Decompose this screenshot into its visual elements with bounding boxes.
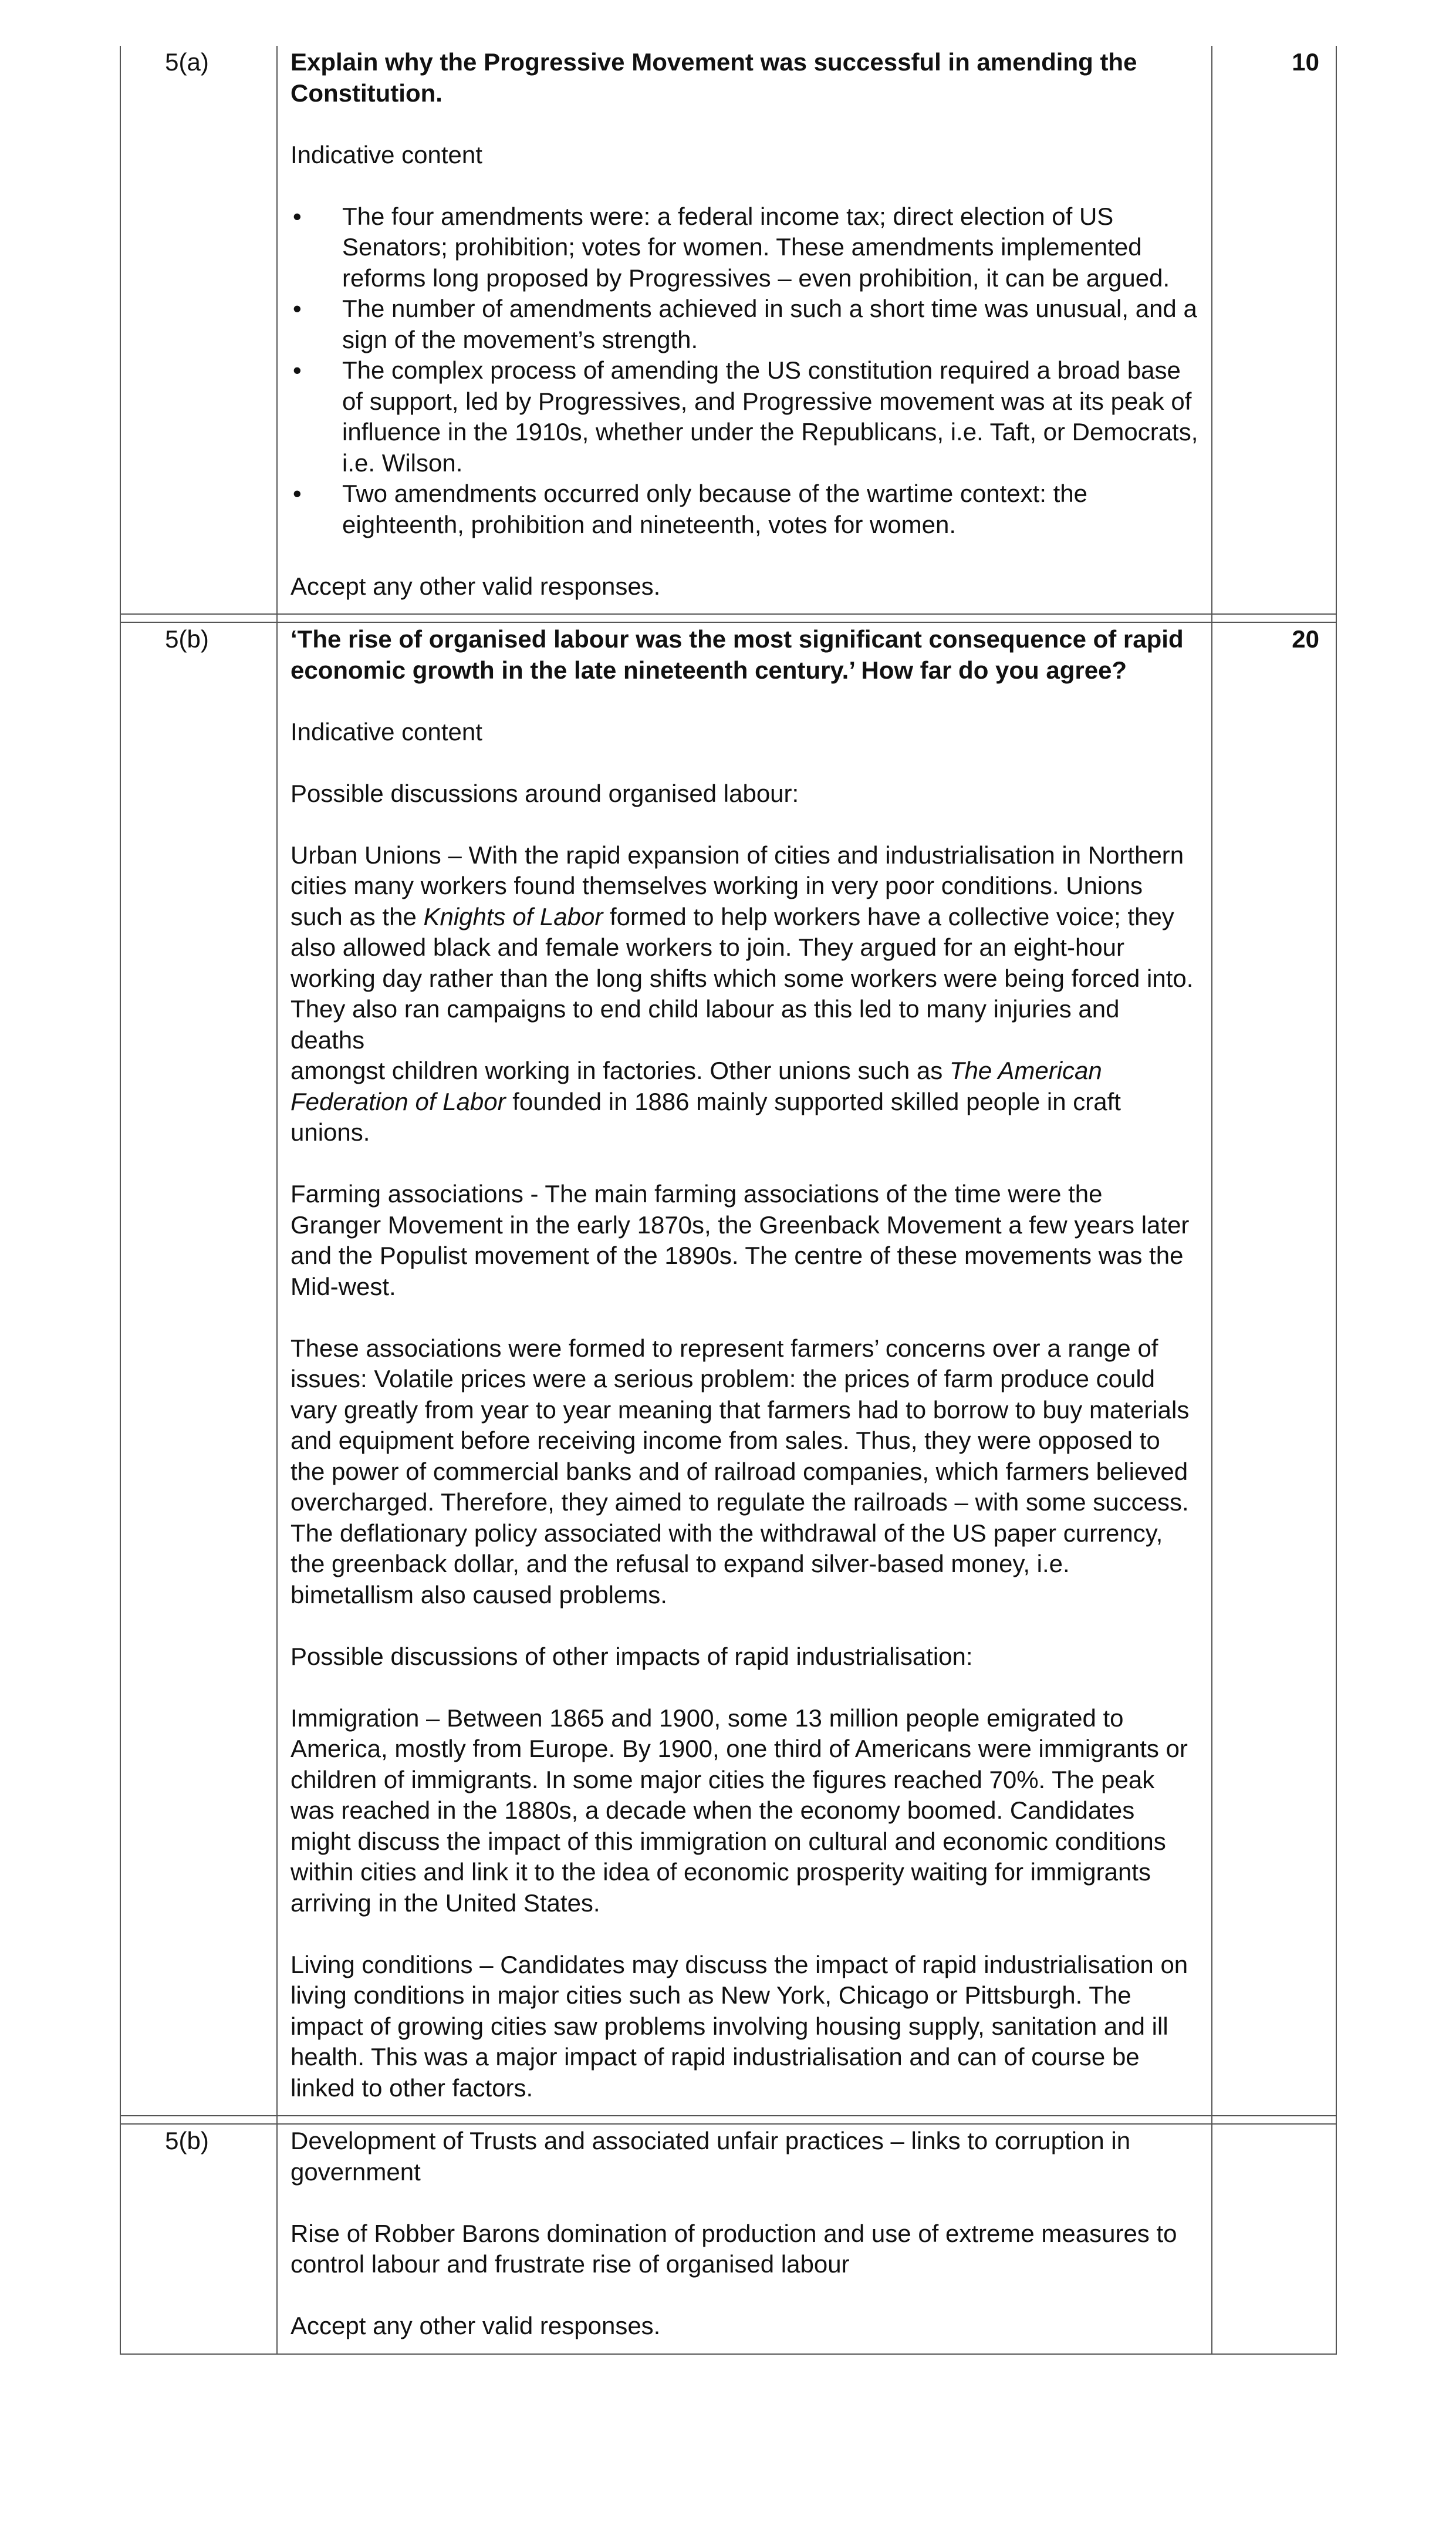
question-row-5a (121, 46, 1336, 613)
robber-barons-paragraph: Rise of Robber Barons domination of production and use of extreme measures to control labour and frustrate rise of organised labour (290, 2219, 1177, 2278)
mark-scheme-table (120, 46, 1337, 2355)
afl-term: The American Federation of Labor (290, 1057, 1102, 1115)
knights-of-labor-term: Knights of Labor (423, 902, 603, 930)
indicative-content-heading: Indicative content (290, 140, 482, 168)
question-number: 5(b) (121, 2125, 278, 2353)
living-conditions-paragraph: Living conditions – Candidates may discuss the impact of rapid industrialisation on living conditions in major cities such as New York, Chicago or Pittsburgh. The impact of growing cities saw problems involving housing supply, sanitation and ill health. This was a major impact of rapid industrialisation and can of course be linked to other factors. (290, 1950, 1188, 2102)
associations-paragraph: These associations were formed to represent farmers’ concerns over a range of issues: Volatile prices were a serious problem: the prices of farm produce could vary greatly from year to year meaning that farmers had to borrow to buy materials and equipment before receiving income from sales. Thus, they were opposed to the power of commercial banks and of railroad companies, which farmers believed overcharged. Therefore, they aimed to regulate the railroads – with some success. The deflationary policy associated with the withdrawal of the US paper currency, the greenback dollar, and the refusal to expand silver-based money, i.e. bimetallism also caused problems. (290, 1334, 1190, 1609)
question-row-5b (121, 623, 1336, 2115)
bullet-list (290, 201, 1198, 541)
question-row-5b-continued (121, 2125, 1336, 2355)
answer-content (278, 623, 1212, 2115)
bullet-item: • The number of amendments achieved in such a short time was unusual, and a sign of the movement’s strength. (290, 294, 1198, 355)
indicative-content-heading: Indicative content (290, 717, 482, 746)
row-separator (121, 613, 1336, 623)
section-intro: Possible discussions of other impacts of rapid industrialisation: (290, 1642, 973, 1670)
bullet-item: • The four amendments were: a federal income tax; direct election of US Senators; prohibition; votes for women. These amendments implemented reforms long proposed by Progressives – even prohibition, it can be argued. (290, 201, 1198, 294)
answer-content (278, 2125, 1212, 2353)
urban-unions-paragraph-cont: amongst children working in factories. Other unions such as The American Federation of Labor founded in 1886 mainly supported skilled people in craft unions. (290, 1057, 1121, 1146)
question-text: Explain why the Progressive Movement was successful in amending the Constitution. (290, 48, 1137, 107)
marks-value: 10 (1292, 48, 1319, 76)
urban-unions-paragraph: Urban Unions – With the rapid expansion of cities and industrialisation in Northern cities many workers found themselves working in very poor conditions. Unions such as the Knights of Labor formed to help workers have a collective voice; they also allowed black and female workers to join. They argued for an eight-hour working day rather than the long shifts which some workers were being forced into. They also ran campaigns to end child labour as this led to many injuries and deaths (290, 841, 1194, 1054)
trusts-paragraph: Development of Trusts and associated unfair practices – links to corruption in government (290, 2127, 1131, 2186)
question-number: 5(a) (121, 46, 278, 613)
immigration-paragraph: Immigration – Between 1865 and 1900, some 13 million people emigrated to America, mostly from Europe. By 1900, one third of Americans were immigrants or children of immigrants. In some major cities the figures reached 70%. The peak was reached in the 1880s, a decade when the economy boomed. Candidates might discuss the impact of this immigration on cultural and economic conditions within cities and link it to the idea of economic prosperity waiting for immigrants arriving in the United States. (290, 1704, 1188, 1917)
answer-content (278, 46, 1212, 613)
farming-associations-paragraph: Farming associations - The main farming associations of the time were the Granger Movement in the early 1870s, the Greenback Movement a few years later and the Populist movement of the 1890s. The centre of these movements was the Mid-west. (290, 1180, 1190, 1300)
marks-value: 20 (1292, 625, 1319, 653)
marks-value (1212, 2125, 1336, 2353)
row-separator (121, 2115, 1336, 2125)
question-text: ‘The rise of organised labour was the most significant consequence of rapid economic growth in the late nineteenth century.’ How far do you agree? (290, 625, 1184, 684)
question-number: 5(b) (121, 623, 278, 2115)
bullet-item: • The complex process of amending the US constitution required a broad base of support, led by Progressives, and Progressive movement was at its peak of influence in the 1910s, whether under the Republicans, i.e. Taft, or Democrats, i.e. Wilson. (290, 355, 1198, 478)
section-intro: Possible discussions around organised labour: (290, 779, 799, 807)
bullet-item: • Two amendments occurred only because of the wartime context: the eighteenth, prohibition and nineteenth, votes for women. (290, 478, 1198, 540)
closing-note: Accept any other valid responses. (290, 572, 661, 600)
closing-note: Accept any other valid responses. (290, 2312, 661, 2339)
